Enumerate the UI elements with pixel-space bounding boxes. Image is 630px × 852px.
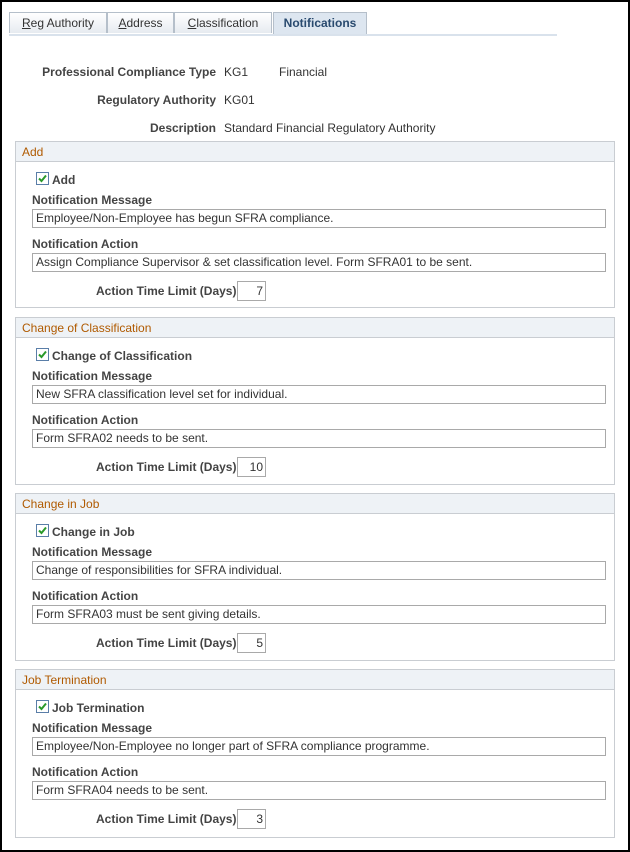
checkmark-icon — [37, 525, 48, 536]
message-label: Notification Message — [32, 193, 153, 207]
section-change-of-classification — [15, 317, 615, 485]
time-limit-input[interactable]: 3 — [237, 809, 266, 829]
time-limit-label: Action Time Limit (Days) — [96, 812, 237, 826]
tab-address[interactable]: Address — [107, 12, 174, 33]
checkbox-label: Change in Job — [52, 525, 135, 539]
action-label: Notification Action — [32, 413, 139, 427]
section-add — [15, 141, 615, 308]
action-label: Notification Action — [32, 237, 139, 251]
section-checkbox[interactable] — [36, 348, 49, 361]
tab-reg-authority[interactable]: Reg Authority — [9, 12, 107, 33]
message-input[interactable]: New SFRA classification level set for individual. — [32, 385, 606, 404]
checkbox-label: Add — [52, 173, 76, 187]
section-checkbox[interactable] — [36, 524, 49, 537]
reg-authority-value: KG01 — [224, 93, 255, 107]
time-limit-label: Action Time Limit (Days) — [96, 460, 237, 474]
action-label: Notification Action — [32, 589, 139, 603]
description-label: Description — [149, 121, 216, 135]
checkbox-label: Job Termination — [52, 701, 145, 715]
checkmark-icon — [37, 701, 48, 712]
time-limit-label: Action Time Limit (Days) — [96, 636, 237, 650]
time-limit-input[interactable]: 5 — [237, 633, 266, 653]
time-limit-input[interactable]: 10 — [237, 457, 266, 477]
section-change-in-job — [15, 493, 615, 661]
time-limit-input[interactable]: 7 — [237, 281, 266, 301]
description-value: Standard Financial Regulatory Authority — [224, 121, 436, 135]
message-label: Notification Message — [32, 369, 153, 383]
section-header: Change of Classification — [16, 318, 614, 338]
action-input[interactable]: Form SFRA04 needs to be sent. — [32, 781, 606, 800]
checkmark-icon — [37, 173, 48, 184]
action-input[interactable]: Form SFRA02 needs to be sent. — [32, 429, 606, 448]
compliance-type-label: Professional Compliance Type — [42, 65, 216, 79]
action-label: Notification Action — [32, 765, 139, 779]
checkmark-icon — [37, 349, 48, 360]
action-input[interactable]: Form SFRA03 must be sent giving details. — [32, 605, 606, 624]
section-header: Change in Job — [16, 494, 614, 514]
section-header: Add — [16, 142, 614, 162]
message-input[interactable]: Employee/Non-Employee has begun SFRA compliance. — [32, 209, 606, 228]
section-header: Job Termination — [16, 670, 614, 690]
section-job-termination — [15, 669, 615, 838]
reg-authority-label: Regulatory Authority — [97, 93, 216, 107]
time-limit-label: Action Time Limit (Days) — [96, 284, 237, 298]
checkbox-label: Change of Classification — [52, 349, 193, 363]
tab-notifications[interactable]: Notifications — [273, 12, 367, 34]
compliance-type-desc: Financial — [279, 65, 328, 79]
message-input[interactable]: Employee/Non-Employee no longer part of SFRA compliance programme. — [32, 737, 606, 756]
message-label: Notification Message — [32, 545, 153, 559]
message-label: Notification Message — [32, 721, 153, 735]
tab-strip — [9, 12, 557, 36]
compliance-type-code: KG1 — [224, 65, 249, 79]
section-checkbox[interactable] — [36, 700, 49, 713]
message-input[interactable]: Change of responsibilities for SFRA individual. — [32, 561, 606, 580]
section-checkbox[interactable] — [36, 172, 49, 185]
tab-classification[interactable]: Classification — [174, 12, 272, 33]
action-input[interactable]: Assign Compliance Supervisor & set classification level. Form SFRA01 to be sent. — [32, 253, 606, 272]
